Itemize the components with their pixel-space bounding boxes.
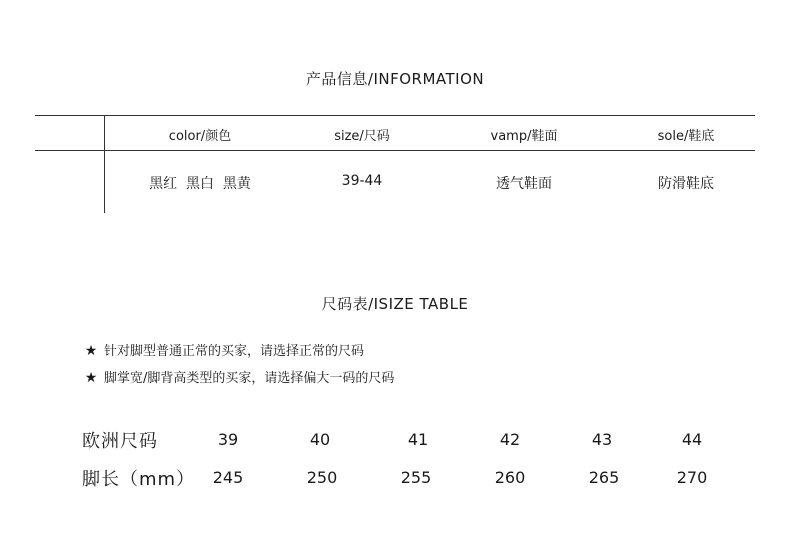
foot-length-value: 265 (588, 468, 620, 487)
info-section-title: 产品信息/INFORMATION (305, 70, 485, 88)
eu-size-value: 39 (217, 430, 239, 449)
size-note-2 (84, 367, 394, 386)
eu-size-value: 40 (309, 430, 331, 449)
info-table-left-divider (104, 115, 105, 213)
info-header-color: color/颜色 (168, 129, 232, 144)
eu-size-value: 44 (681, 430, 703, 449)
star-icon: ★ (84, 343, 98, 359)
info-value-vamp: 透气鞋面 (496, 176, 552, 192)
info-value-sole: 防滑鞋底 (658, 176, 714, 192)
size-section-title: 尺码表/ISIZE TABLE (321, 295, 469, 313)
info-table-header-rule (35, 150, 755, 151)
eu-size-value: 43 (591, 430, 613, 449)
foot-length-value: 250 (306, 468, 338, 487)
info-value-color: 黑红 黑白 黑黄 (149, 176, 251, 192)
info-header-vamp: vamp/鞋面 (490, 129, 558, 144)
size-note-2-text: 脚掌宽/脚背高类型的买家，请选择偏大一码的尺码 (104, 371, 395, 386)
star-icon: ★ (84, 370, 98, 386)
info-header-size: size/尺码 (334, 129, 390, 144)
eu-size-value: 42 (499, 430, 521, 449)
info-table-top-rule (35, 115, 755, 116)
size-note-1-text: 针对脚型普通正常的买家，请选择正常的尺码 (104, 344, 365, 359)
foot-length-row-label: 脚长（mm） (82, 469, 196, 490)
foot-length-value: 270 (676, 468, 708, 487)
info-header-sole: sole/鞋底 (657, 129, 715, 144)
size-note-1 (84, 340, 364, 359)
info-value-size: 39-44 (341, 173, 383, 189)
foot-length-value: 255 (400, 468, 432, 487)
foot-length-value: 245 (212, 468, 244, 487)
foot-length-value: 260 (494, 468, 526, 487)
eu-size-value: 41 (407, 430, 429, 449)
eu-size-row-label: 欧洲尺码 (82, 431, 158, 452)
